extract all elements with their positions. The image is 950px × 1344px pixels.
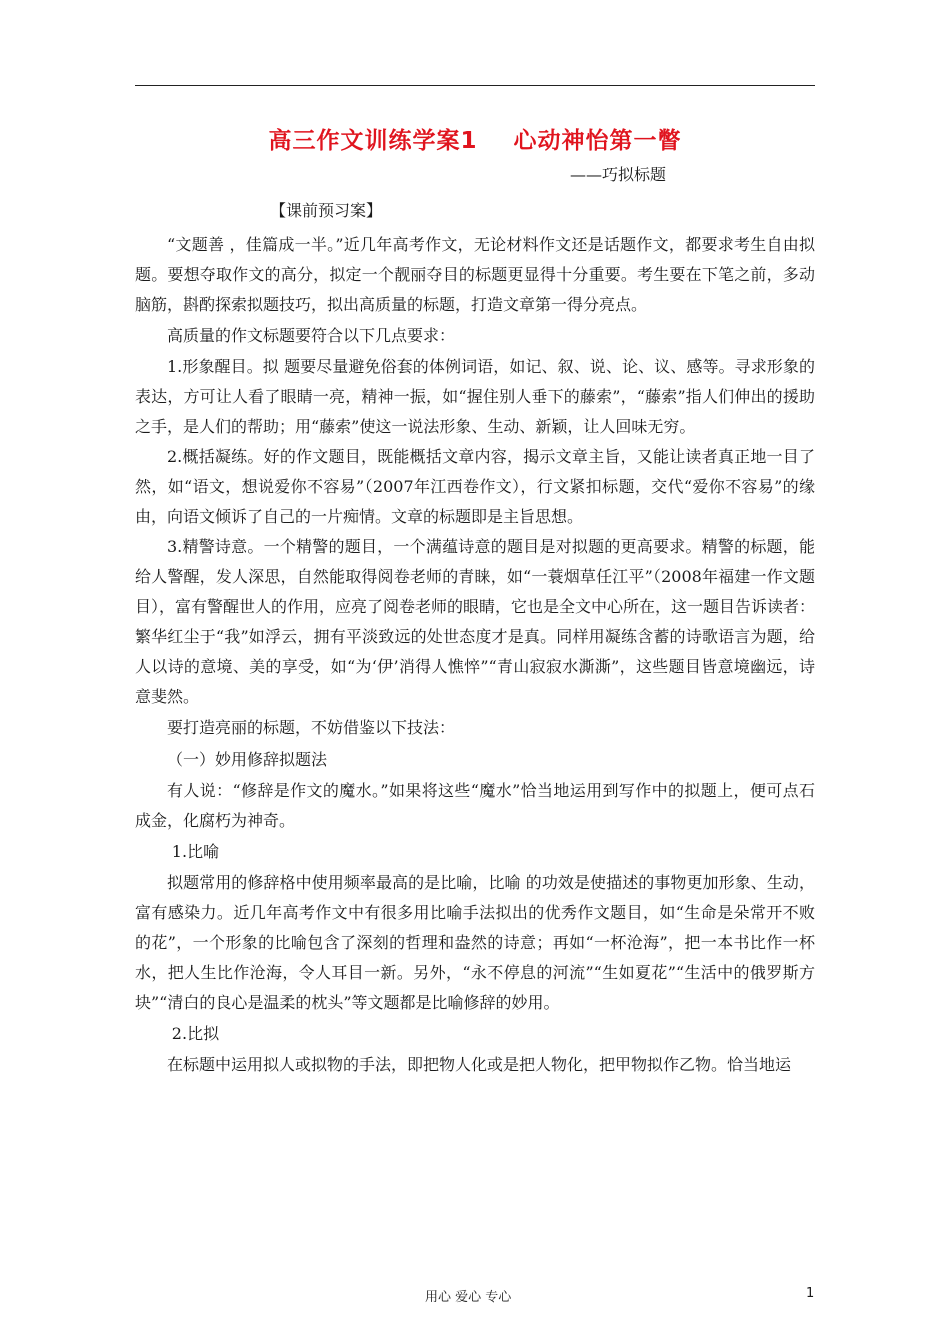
paragraph-point-3: 3.精警诗意。一个精警的题目，一个满蕴诗意的题目是对拟题的更高要求。精警的标题，能给人警醒，发人深思，自然能取得阅卷老师的青睐，如“一蓑烟草任江平”（2008年福建一作文题目），富有警醒世人的作用，应亮了阅卷老师的眼睛，它也是全文中心所在，这一题目告诉读者：繁华红尘于“我”如浮云，拥有平淡致远的处世态度才是真。同样用凝练含蓄的诗歌语言为题，给人以诗的意境、美的享受，如“为‘伊’消得人憔悴”“青山寂寂水澌澌”，这些题目皆意境幽远，诗意斐然。 (135, 537, 816, 706)
paragraph-techniques: 要打造亮丽的标题，不妨借鉴以下技法： (167, 718, 456, 737)
paragraph-point-2: 2.概括凝练。好的作文题目，既能概括文章内容，揭示文章主旨，又能让读者真正地一目了然，如“语文，想说爱你不容易”（2007年江西卷作文），行文紧扣标题，交代“爱你不容易”的缘由，向语文倾诉了自己的一片痴情。文章的标题即是主旨思想。 (135, 447, 815, 526)
title-sub: 心动神怡第一瞥 (513, 128, 682, 154)
paragraph-rhetoric: 有人说：“修辞是作文的魔水。”如果将这些“魔水”恰当地运用到写作中的拟题上，便可点石成金，化腐朽为神奇。 (135, 781, 815, 830)
section-heading: 【课前预习案】 (270, 201, 383, 220)
paragraph-metaphor: 拟题常用的修辞格中使用频率最高的是比喻，比喻 的功效是使描述的事物更加形象、生动，富有感染力。近几年高考作文中有很多用比喻手法拟出的优秀作文题目，如“生命是朵常开不败的花”，一个形象的比喻包含了深刻的哲理和盎然的诗意；再如“一杯沧海”，把一本书比作一杯水，把人生比作沧海，令人耳目一新。另外，“永不停息的河流”“生如夏花”“生活中的俄罗斯方块”“清白的良心是温柔的枕头”等文题都是比喻修辞的妙用。 (135, 873, 815, 1012)
document-title (135, 122, 815, 155)
body-text (135, 230, 815, 1080)
paragraph-requirements: 高质量的作文标题要符合以下几点要求： (167, 326, 456, 345)
paragraph-metaphor-heading: 1.比喻 (171, 842, 220, 861)
title-main: 高三作文训练学案1 (268, 128, 478, 154)
paragraph-point-1: 1.形象醒目。拟 题要尽量避免俗套的体例词语，如记、叙、说、论、议、感等。寻求形象的表达，方可让人看了眼睛一亮，精神一振，如“握住别人垂下的藤索”，“藤索”指人们伸出的援助之手，是人们的帮助；用“藤索”使这一说法形象、生动、新颖，让人回味无穷。 (135, 357, 815, 436)
paragraph-intro: “文题善 ，佳篇成一半。”近几年高考作文，无论材料作文还是话题作文，都要求考生自由拟题。要想夺取作文的高分，拟定一个靓丽夺目的标题更显得十分重要。考生要在下笔之前，多动脑筋，斟酌探索拟题技巧，拟出高质量的标题，打造文章第一得分亮点。 (135, 235, 815, 314)
document-subtitle: ——巧拟标题 (570, 165, 667, 184)
footer-motto: 用心 爱心 专心 (425, 1290, 512, 1305)
header-rule (135, 85, 815, 86)
paragraph-analogy-heading: 2.比拟 (171, 1024, 220, 1043)
page-number: 1 (806, 1286, 815, 1301)
paragraph-analogy: 在标题中运用拟人或拟物的手法，即把物人化或是把人物化，把甲物拟作乙物。恰当地运 (167, 1055, 792, 1074)
paragraph-heading-1: （一）妙用修辞拟题法 (167, 750, 328, 769)
